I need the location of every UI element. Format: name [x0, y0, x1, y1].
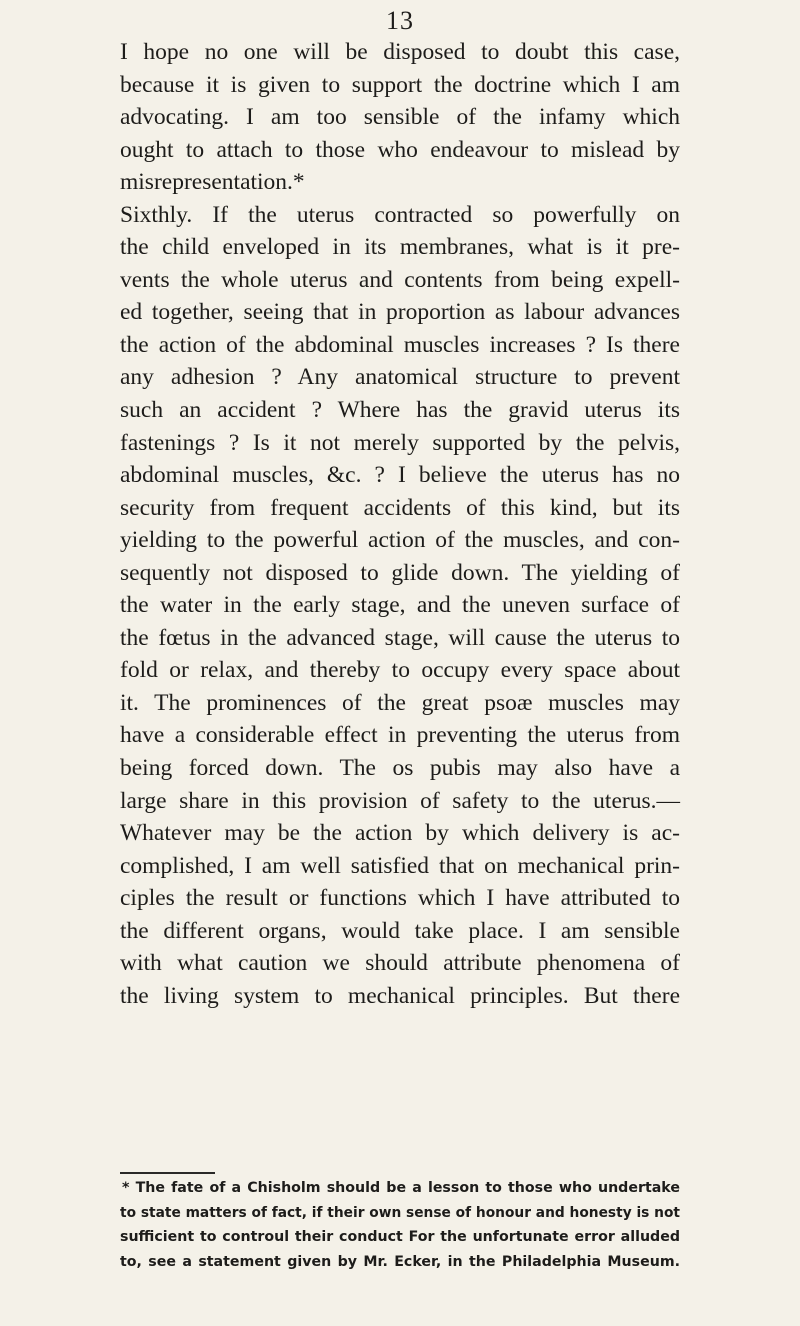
- text-line: vents the whole uterus and contents from being expell-: [120, 266, 680, 293]
- text-line: fold or relax, and thereby to occupy every space about: [120, 657, 680, 684]
- text-line: ciples the result or functions which I have attributed to: [120, 885, 680, 912]
- text-line: the child enveloped in its membranes, what is it pre-: [120, 234, 680, 261]
- text-line: complished, I am well satisfied that on mechanical prin-: [120, 852, 680, 879]
- text-line: being forced down. The os pubis may also have a: [120, 755, 680, 782]
- text-line: it. The prominences of the great psoæ muscles may: [120, 689, 680, 716]
- text-line: sequently not disposed to glide down. The yielding of: [120, 559, 680, 586]
- text-line: ought to attach to those who endeavour to mislead by: [120, 136, 680, 163]
- footnote-line: to state matters of fact, if their own sense of honour and honesty is not: [120, 1204, 680, 1221]
- text-line: Sixthly. If the uterus contracted so powerfully on: [120, 201, 680, 228]
- body-text: [120, 36, 680, 1012]
- footnote-line: sufficient to controul their conduct For the unfortunate error alluded: [120, 1229, 680, 1245]
- text-line: the fœtus in the advanced stage, will cause the uterus to: [120, 624, 680, 651]
- text-line: ed together, seeing that in proportion as labour advances: [120, 299, 680, 326]
- footnote-line: * The fate of a Chisholm should be a lesson to those who undertake: [122, 1180, 680, 1196]
- text-line: misrepresentation.*: [120, 169, 305, 196]
- text-line: security from frequent accidents of this kind, but its: [120, 494, 680, 521]
- text-line: advocating. I am too sensible of the infamy which: [120, 104, 680, 131]
- text-line: abdominal muscles, &c. ? I believe the uterus has no: [120, 462, 680, 489]
- text-line: any adhesion ? Any anatomical structure to prevent: [120, 364, 680, 391]
- page-number: 13: [386, 6, 414, 35]
- footnote-divider: [120, 1172, 215, 1174]
- text-line: such an accident ? Where has the gravid uterus its: [120, 397, 680, 424]
- text-line: the living system to mechanical principles. But there: [120, 982, 680, 1009]
- text-line: the water in the early stage, and the uneven surface of: [120, 592, 680, 619]
- text-line: the different organs, would take place. I am sensible: [120, 917, 680, 944]
- text-line: fastenings ? Is it not merely supported by the pelvis,: [120, 429, 680, 456]
- text-line: have a considerable effect in preventing the uterus from: [120, 722, 680, 749]
- text-line: with what caution we should attribute phenomena of: [120, 950, 680, 977]
- text-line: yielding to the powerful action of the muscles, and con-: [120, 527, 680, 554]
- text-line: because it is given to support the doctrine which I am: [120, 71, 680, 98]
- footnote: [120, 1176, 680, 1274]
- text-line: large share in this provision of safety to the uterus.—: [120, 787, 680, 814]
- footnote-line: to, see a statement given by Mr. Ecker, in the Philadelphia Museum.: [120, 1253, 680, 1270]
- text-line: Whatever may be the action by which delivery is ac-: [120, 820, 680, 847]
- text-line: the action of the abdominal muscles increases ? Is there: [120, 331, 680, 358]
- text-line: I hope no one will be disposed to doubt this case,: [120, 39, 680, 65]
